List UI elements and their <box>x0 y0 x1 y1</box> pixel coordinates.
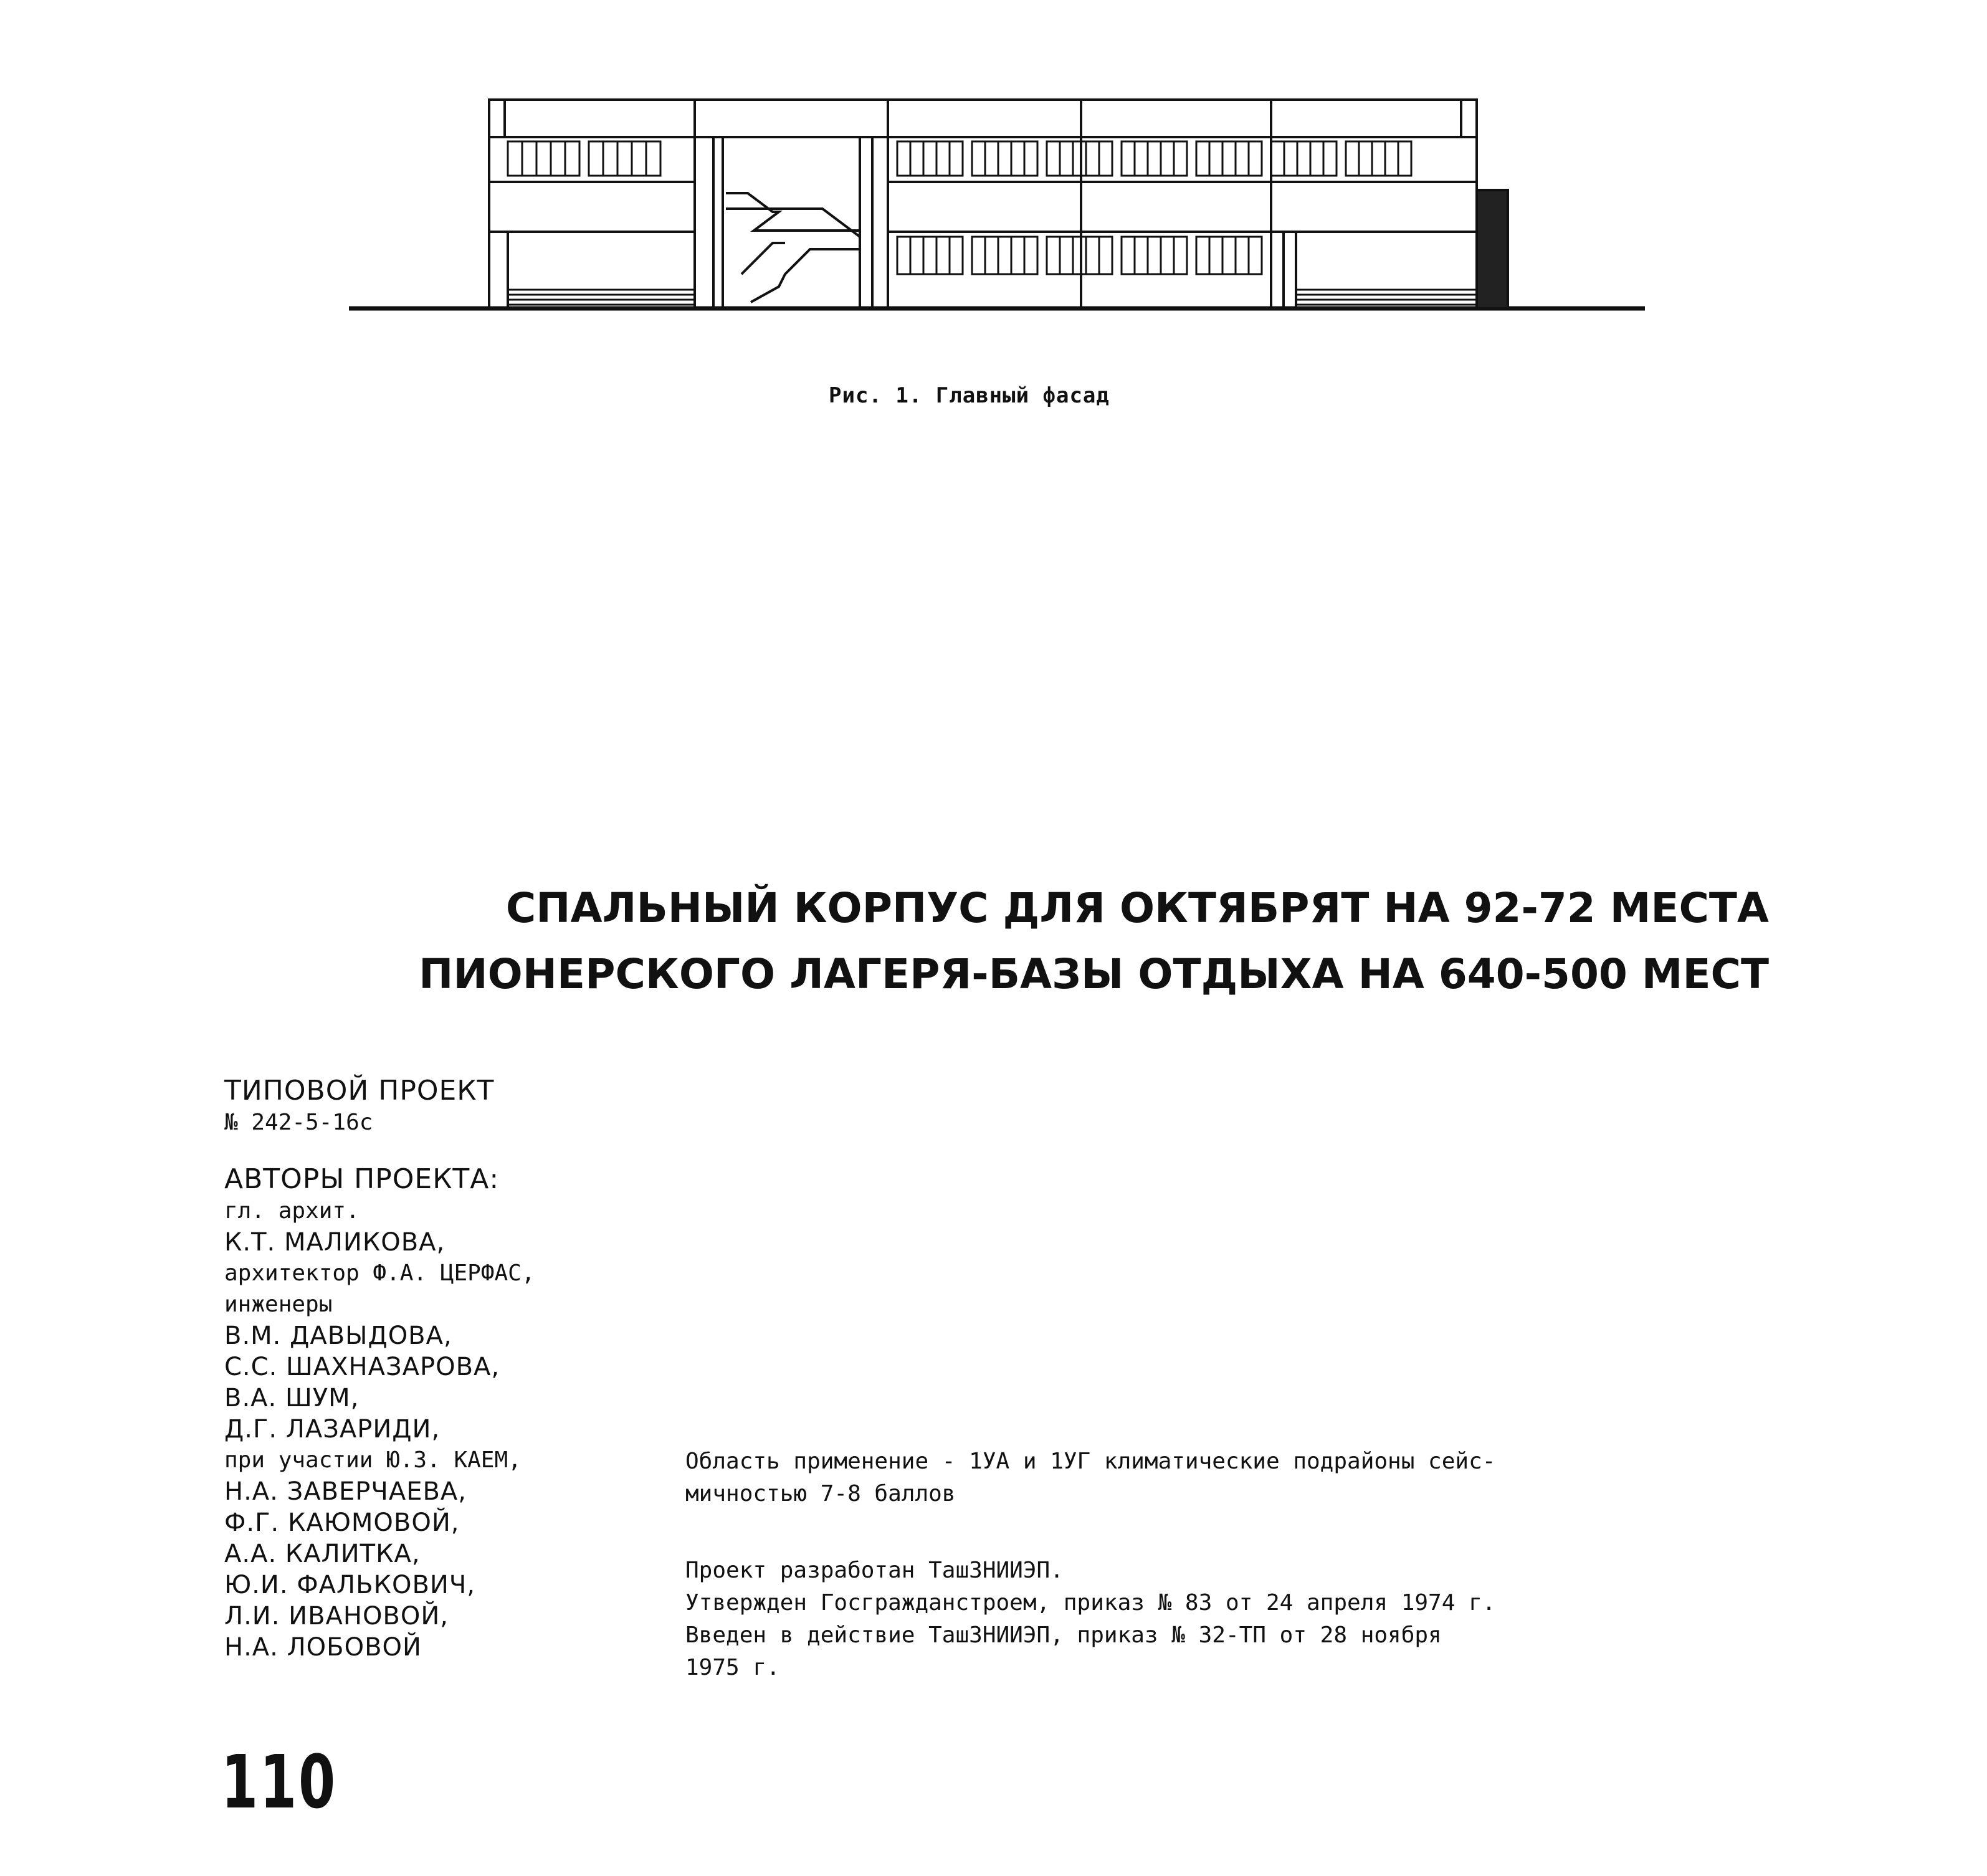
facade-window <box>1122 141 1187 176</box>
facade-window <box>1346 141 1411 176</box>
author-line: А.А. КАЛИТКА, <box>224 1540 421 1568</box>
authors-heading: АВТОРЫ ПРОЕКТА: <box>224 1163 500 1195</box>
project-info <box>224 1075 673 1663</box>
author-line: Ю.И. ФАЛЬКОВИЧ, <box>224 1571 475 1599</box>
facade-window <box>1271 141 1337 176</box>
introduced-by: Введен в действие ТашЗНИИЭП, приказ № 32-ТП от 28 ноября <box>685 1622 1442 1648</box>
author-line: Д.Г. ЛАЗАРИДИ, <box>224 1415 441 1444</box>
facade-window <box>1047 237 1112 274</box>
facade-drawing <box>349 87 1645 324</box>
author-line: Н.А. ЛОБОВОЙ <box>224 1633 422 1662</box>
document-title <box>419 875 1769 1007</box>
title-line-2: ПИОНЕРСКОГО ЛАГЕРЯ-БАЗЫ ОТДЫХА НА 640-500 МЕСТ <box>419 950 1769 998</box>
page-number: 110 <box>221 1739 337 1825</box>
facade-window <box>972 237 1037 274</box>
author-line: Ф.Г. КАЮМОВОЙ, <box>224 1508 460 1537</box>
author-line: В.М. ДАВЫДОВА, <box>224 1321 452 1350</box>
application-area <box>685 1445 1620 1510</box>
organization-info <box>685 1555 1620 1684</box>
developed-by: Проект разработан ТашЗНИИЭП. <box>685 1558 1064 1583</box>
project-type-label: ТИПОВОЙ ПРОЕКТ <box>224 1075 495 1107</box>
facade-window <box>1047 141 1112 176</box>
figure-caption: Рис. 1. Главный фасад <box>829 383 1110 408</box>
facade-window <box>1122 237 1187 274</box>
authors-list <box>224 1196 673 1663</box>
facade-window <box>589 141 660 176</box>
author-line: при участии Ю.З. КАЕМ, <box>224 1447 522 1473</box>
project-number: № 242-5-16с <box>224 1110 373 1135</box>
author-line: В.А. ШУМ, <box>224 1384 360 1412</box>
author-line: Н.А. ЗАВЕРЧАЕВА, <box>224 1477 467 1506</box>
author-line: К.Т. МАЛИКОВА, <box>224 1228 446 1257</box>
application-area-line-2: мичностью 7-8 баллов <box>685 1481 956 1507</box>
approved-by: Утвержден Госгражданстроем, приказ № 83 от 24 апреля 1974 г. <box>685 1590 1496 1616</box>
title-line-1: СПАЛЬНЫЙ КОРПУС ДЛЯ ОКТЯБРЯТ НА 92-72 МЕСТА <box>505 884 1769 932</box>
introduced-year: 1975 г. <box>685 1655 780 1680</box>
facade-window <box>972 141 1037 176</box>
facade-window <box>897 141 963 176</box>
author-line: Л.И. ИВАНОВОЙ, <box>224 1602 449 1631</box>
author-line: инженеры <box>224 1292 333 1317</box>
facade-window <box>897 237 963 274</box>
facade-window <box>1196 237 1262 274</box>
facade-window <box>508 141 579 176</box>
facade-window <box>1196 141 1262 176</box>
author-line: С.С. ШАХНАЗАРОВА, <box>224 1353 500 1381</box>
application-area-line-1: Область применение - 1УА и 1УГ климатические подрайоны сейс- <box>685 1449 1496 1474</box>
author-line: архитектор Ф.А. ЦЕРФАС, <box>224 1260 535 1286</box>
author-line: гл. архит. <box>224 1198 360 1224</box>
